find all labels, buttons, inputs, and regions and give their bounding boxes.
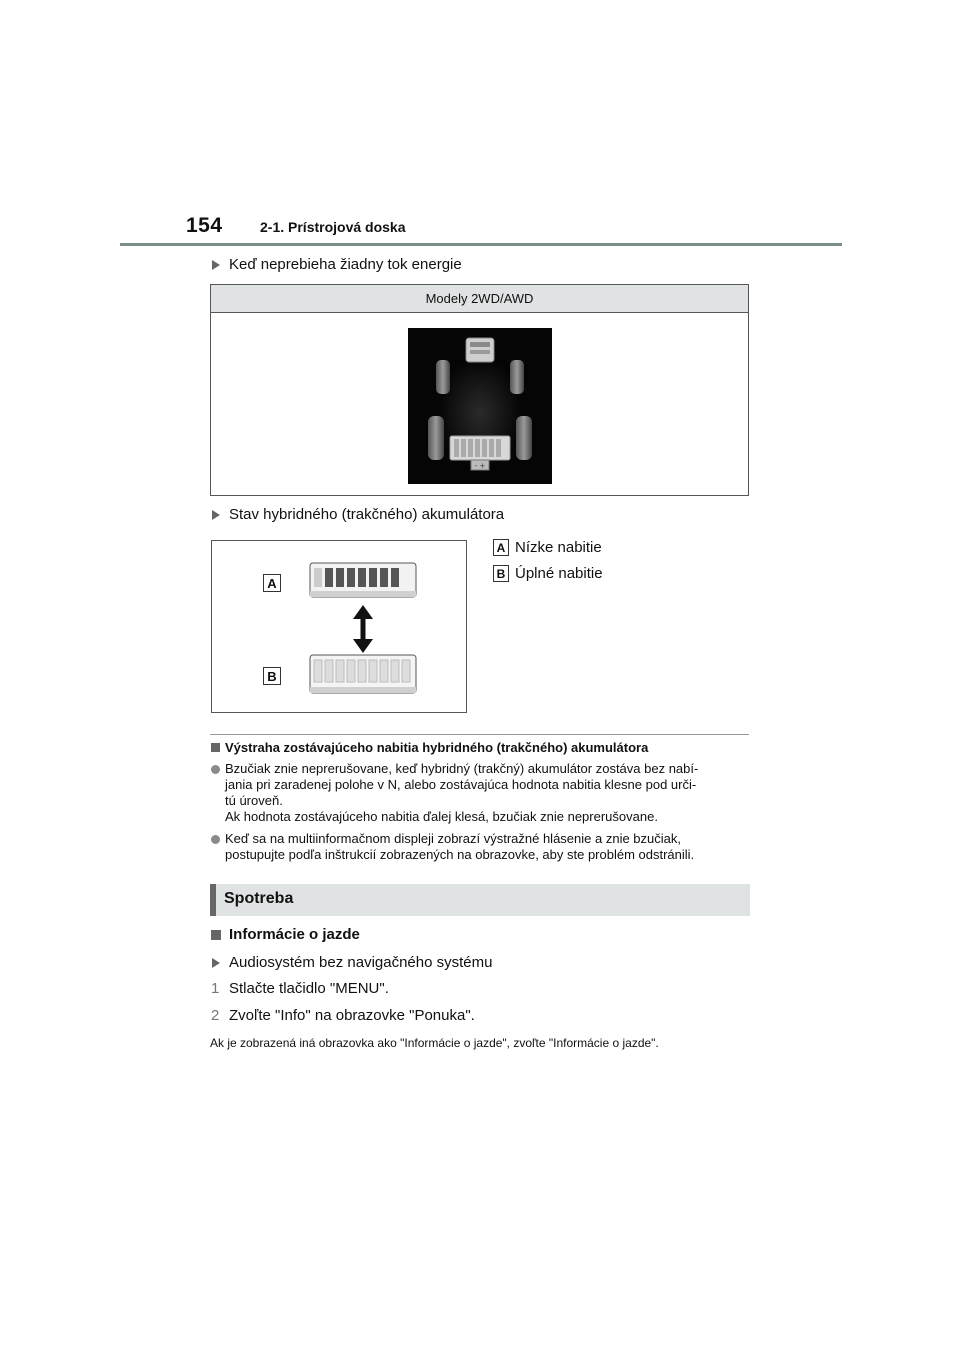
square-bullet-icon <box>211 930 221 940</box>
chapter-title: 2-1. Prístrojová doska <box>260 219 406 235</box>
svg-text:- +: - + <box>474 462 486 470</box>
text-line: postupujte podľa inštrukcií zobrazených na obrazovke, aby ste problém odstránili. <box>225 847 695 862</box>
banner-accent <box>210 884 216 916</box>
divider <box>210 734 749 735</box>
warning-heading <box>211 740 648 755</box>
step-2 <box>211 1007 475 1024</box>
tag-a: A <box>263 574 281 592</box>
energy-monitor-screen <box>408 328 552 484</box>
warning-paragraph-1 <box>225 761 755 825</box>
legend-label-a: Nízke nabitie <box>515 539 602 556</box>
section-battery-status-label: Stav hybridného (trakčného) akumulátora <box>229 506 505 523</box>
section-banner <box>210 884 750 916</box>
info-note: Ak je zobrazená iná obrazovka ako "Informácie o jazde", zvoľte "Informácie o jazde". <box>210 1036 659 1050</box>
legend-tag-b: B <box>493 565 509 582</box>
section-energy-flow-label: Keď neprebieha žiadny tok energie <box>229 256 462 273</box>
header-rule <box>120 243 842 246</box>
info-subheading-text: Audiosystém bez navigačného systému <box>229 954 493 971</box>
legend-item-b <box>493 565 603 582</box>
step-text: Zvoľte "Info" na obrazovke "Ponuka". <box>229 1007 475 1024</box>
battery-levels-icon <box>212 541 468 714</box>
vehicle-diagram-icon <box>408 328 552 484</box>
banner-title: Spotreba <box>224 890 294 907</box>
text-line: Bzučiak znie neprerušovane, keď hybridný (trakčný) akumulátor zostáva bez nabí- <box>225 761 699 776</box>
bullet-dot-icon <box>211 835 220 844</box>
text-line: jania pri zaradenej polohe v N, alebo zostávajúca hodnota nabitia klesne pod urči- <box>225 777 697 792</box>
section-battery-status-title <box>212 506 504 523</box>
text-line: Ak hodnota zostávajúceho nabitia ďalej klesá, bzučiak znie neprerušovane. <box>225 809 658 824</box>
step-number: 2 <box>211 1007 220 1024</box>
info-heading <box>211 926 360 943</box>
text-line: Keď sa na multiinformačnom displeji zobrazí výstražné hlásenie a znie bzučiak, <box>225 831 681 846</box>
figure-header: Modely 2WD/AWD <box>211 285 748 313</box>
info-heading-text: Informácie o jazde <box>229 926 360 943</box>
legend-label-b: Úplné nabitie <box>515 565 603 582</box>
step-text: Stlačte tlačidlo "MENU". <box>229 980 389 997</box>
info-subheading <box>212 954 492 971</box>
warning-heading-text: Výstraha zostávajúceho nabitia hybridného (trakčného) akumulátora <box>225 740 649 755</box>
warning-paragraph-2 <box>225 831 755 863</box>
arrow-bullet-icon <box>212 958 220 968</box>
step-number: 1 <box>211 980 220 997</box>
section-energy-flow-title <box>212 256 462 273</box>
legend-tag-a: A <box>493 539 509 556</box>
arrow-bullet-icon <box>212 260 220 270</box>
legend-item-a <box>493 539 602 556</box>
energy-flow-figure <box>210 284 749 496</box>
page-number: 154 <box>186 214 223 237</box>
arrow-bullet-icon <box>212 510 220 520</box>
square-bullet-icon <box>211 743 220 752</box>
step-1 <box>211 980 389 997</box>
bullet-dot-icon <box>211 765 220 774</box>
battery-status-figure <box>211 540 467 713</box>
tag-b: B <box>263 667 281 685</box>
text-line: tú úroveň. <box>225 793 283 808</box>
